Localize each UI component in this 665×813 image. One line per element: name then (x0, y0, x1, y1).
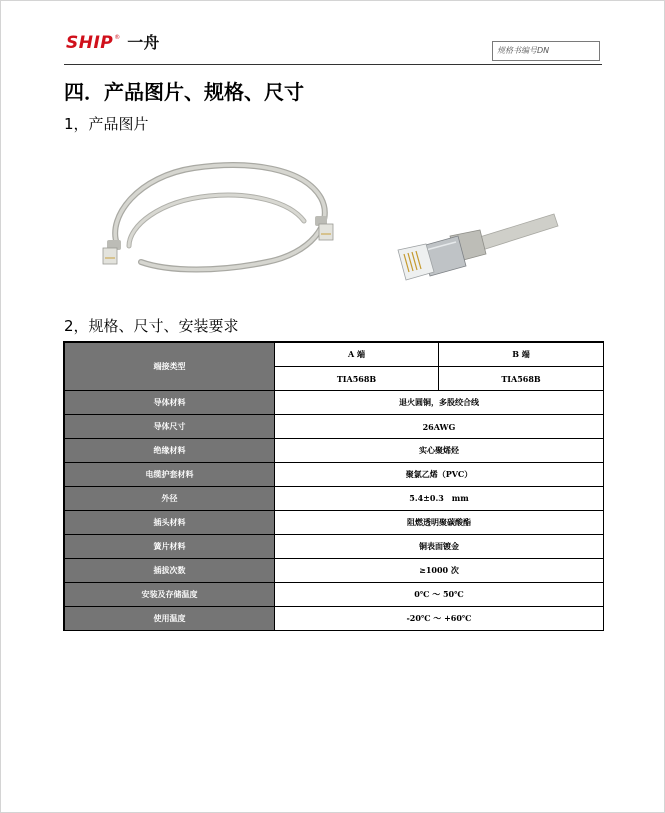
spec-table (64, 342, 604, 631)
logo-registered-mark: ® (114, 34, 121, 41)
header-divider (64, 64, 602, 65)
spec-value: -20℃ ～ +60℃ (275, 607, 604, 631)
table-row (65, 511, 604, 535)
table-row (65, 583, 604, 607)
subsection-specs-title: 2，规格、尺寸、安装要求 (64, 317, 239, 335)
spec-label: 绝缘材料 (65, 439, 275, 463)
spec-value: 5.4±0.3 mm (275, 487, 604, 511)
spec-value: ≥1000 次 (275, 559, 604, 583)
section-title: 四．产品图片、规格、尺寸 (64, 80, 304, 104)
b-end-value: TIA568B (439, 367, 604, 391)
table-row (65, 463, 604, 487)
logo-brand-text: SHIP (66, 33, 114, 53)
spec-label: 端接类型 (65, 343, 275, 391)
spec-value: 实心聚烯烃 (275, 439, 604, 463)
spec-label: 导体材料 (65, 391, 275, 415)
cable-coil-photo (99, 146, 341, 292)
spec-label: 导体尺寸 (65, 415, 275, 439)
document-number-box: 规格书编号DN (492, 41, 600, 61)
spec-label: 簧片材料 (65, 535, 275, 559)
logo-chinese-text: 一舟 (127, 33, 160, 52)
table-row (65, 439, 604, 463)
table-row (65, 559, 604, 583)
spec-value: 退火圆铜，多股绞合线 (275, 391, 604, 415)
table-row (65, 343, 604, 367)
spec-value: 26AWG (275, 415, 604, 439)
spec-label: 安装及存储温度 (65, 583, 275, 607)
table-row (65, 607, 604, 631)
spec-value: 0℃ ～ 50℃ (275, 583, 604, 607)
table-row (65, 391, 604, 415)
spec-label: 外径 (65, 487, 275, 511)
spec-value: 阻燃透明聚碳酸酯 (275, 511, 604, 535)
spec-value: 聚氯乙烯（PVC） (275, 463, 604, 487)
rj45-connector-closeup-photo (384, 200, 560, 290)
spec-label: 插头材料 (65, 511, 275, 535)
table-row (65, 487, 604, 511)
subsection-photos-title: 1，产品图片 (64, 115, 149, 133)
table-row (65, 415, 604, 439)
table-row (65, 535, 604, 559)
spec-label: 插拔次数 (65, 559, 275, 583)
a-end-value: TIA568B (275, 367, 439, 391)
company-logo (66, 34, 159, 56)
spec-value: 铜表面镀金 (275, 535, 604, 559)
spec-label: 电缆护套材料 (65, 463, 275, 487)
spec-label: 使用温度 (65, 607, 275, 631)
a-end-header: A 端 (275, 343, 439, 367)
b-end-header: B 端 (439, 343, 604, 367)
